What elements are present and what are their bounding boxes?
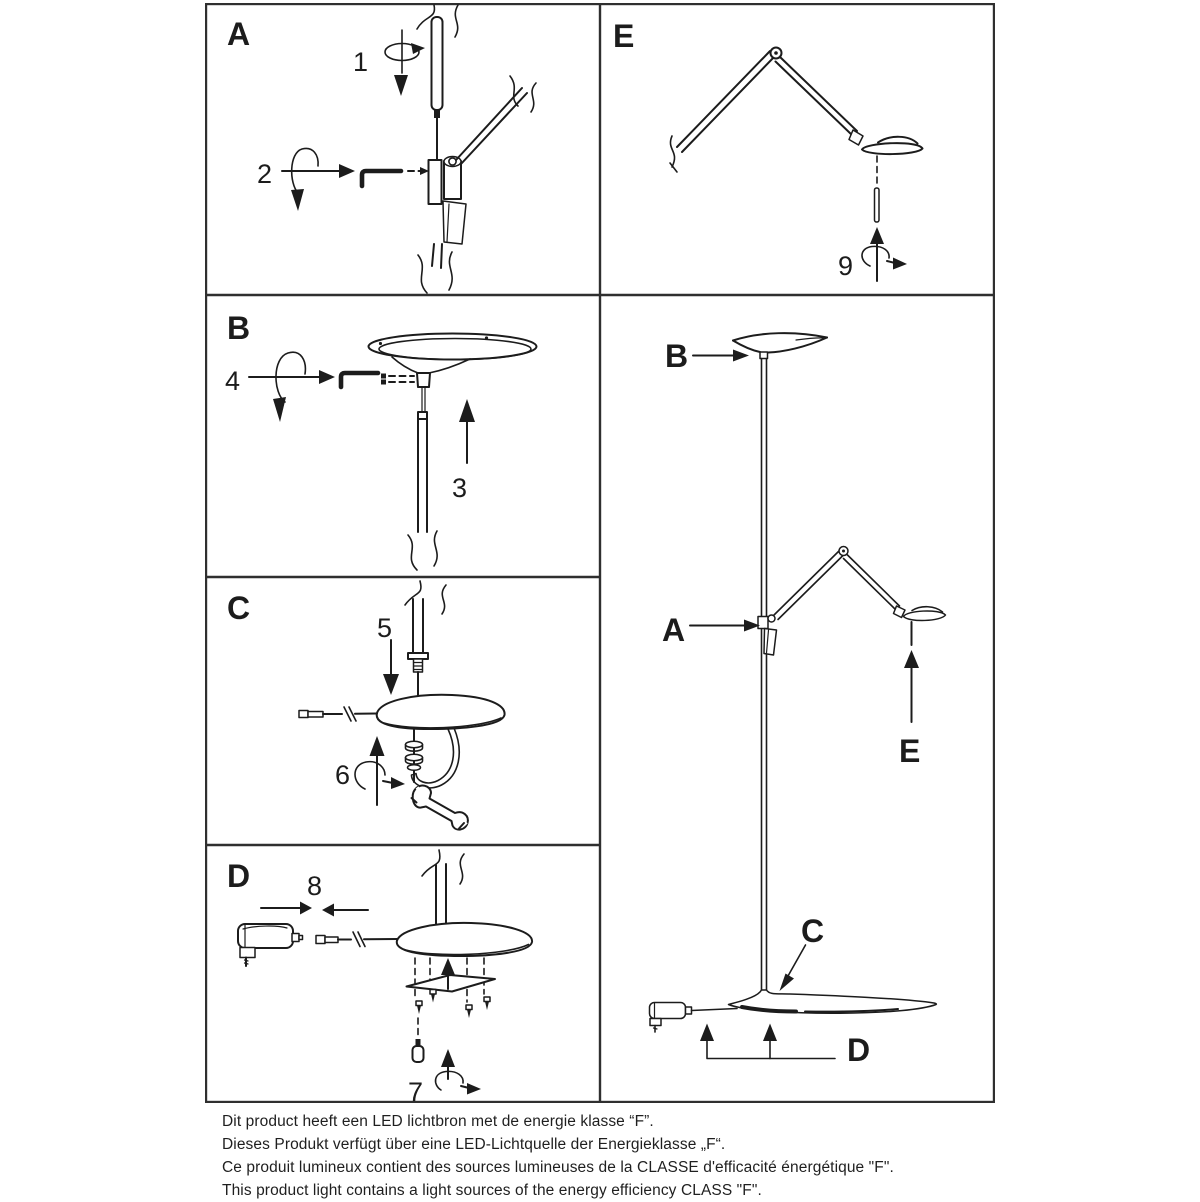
step-6-tighten-arrow (335, 736, 405, 805)
screw-icon (416, 1001, 422, 1014)
bolt-icon (413, 1039, 424, 1062)
panel-c-letter: C (227, 590, 250, 626)
panel-a-letter: A (227, 16, 250, 52)
step-7-number: 7 (408, 1077, 423, 1103)
notice-line-nl: Dit product heeft een LED lichtbron met de energie klasse “F”. (222, 1110, 894, 1133)
base-drawing (377, 695, 505, 729)
lower-pole-drawing (418, 244, 452, 293)
step-5-number: 5 (377, 613, 392, 643)
overview-label-e: E (899, 733, 920, 769)
step-8-number: 8 (307, 871, 322, 901)
label-a-pointer (662, 612, 760, 648)
step-6-number: 6 (335, 760, 350, 790)
step-1-number: 1 (353, 47, 368, 77)
notice-line-fr: Ce produit lumineux contient des sources lumineuses de la CLASSE d'efficacité énergétique "F". (222, 1156, 894, 1179)
panel-c (227, 581, 505, 830)
allen-key-icon (341, 373, 378, 387)
lamp-head (904, 611, 946, 621)
notice-line-en: This product light contains a light sources of the energy efficiency CLASS "F". (222, 1179, 894, 1202)
assembly-diagram (205, 3, 995, 1103)
threaded-rod-and-nuts-drawing (406, 728, 460, 788)
power-cable-drawing (299, 707, 377, 721)
power-adapter-drawing (650, 1003, 738, 1033)
panel-e-letter: E (613, 18, 634, 54)
base-drawing (729, 990, 937, 1013)
overview-label-d: D (847, 1032, 870, 1068)
step-3-number: 3 (452, 473, 467, 503)
step-2-number: 2 (257, 159, 272, 189)
label-d-pointer (700, 1024, 870, 1069)
step-9-screw-arrow (838, 227, 907, 281)
shade-drawing (369, 334, 537, 388)
overview-label-c: C (801, 913, 824, 949)
overview-label-a: A (662, 612, 685, 648)
arm-joint-drawing (429, 157, 467, 245)
cable (692, 1009, 738, 1011)
allen-key-icon (362, 171, 401, 186)
step-4-screw-arrow (225, 352, 414, 422)
step-4-number: 4 (225, 366, 240, 396)
step-3-push-arrow (452, 399, 475, 503)
top-shade-drawing (733, 333, 827, 358)
panel-overview (650, 333, 946, 1068)
reading-arm-drawing (456, 76, 536, 164)
upper-pole-drawing (417, 5, 458, 160)
screw-icon (430, 990, 436, 1003)
reading-arm-drawing (774, 547, 946, 646)
base-drawing (397, 850, 532, 956)
shade-hub (417, 373, 430, 387)
screw-icon (484, 997, 490, 1010)
label-c-pointer (780, 913, 825, 991)
step-5-insert-arrow (377, 613, 399, 695)
step-9-number: 9 (838, 251, 853, 281)
screw-icon (466, 1005, 472, 1018)
notice-line-de: Dieses Produkt verfügt über eine LED-Lichtquelle der Energieklasse „F“. (222, 1133, 894, 1156)
wrench-icon (412, 786, 468, 830)
panel-d-letter: D (227, 858, 250, 894)
lamp-head (862, 143, 923, 154)
energy-class-notice (222, 1110, 894, 1202)
bottom-plate-and-screws-drawing (407, 958, 496, 1062)
overview-label-b: B (665, 338, 688, 374)
plug-body (240, 948, 255, 958)
pole-drawing (762, 359, 767, 991)
pole-drawing (408, 387, 437, 570)
cable-drawing (316, 932, 398, 947)
step-1-rotate-arrow (353, 30, 425, 96)
label-e-pointer (899, 650, 920, 769)
step-2-screw-arrow (257, 148, 429, 211)
power-adapter-drawing (238, 924, 303, 966)
step-8-connect-arrows (261, 871, 368, 917)
dimmer-pin-drawing (875, 156, 880, 222)
panel-e (613, 18, 923, 281)
panel-b-letter: B (227, 310, 250, 346)
panel-a (227, 5, 536, 293)
articulated-arm-drawing (670, 48, 923, 173)
wrist-joint (849, 130, 863, 145)
pole-stud-drawing (405, 581, 446, 699)
panel-d (227, 850, 532, 1103)
cover-plate (407, 975, 496, 992)
panel-b (225, 310, 537, 570)
